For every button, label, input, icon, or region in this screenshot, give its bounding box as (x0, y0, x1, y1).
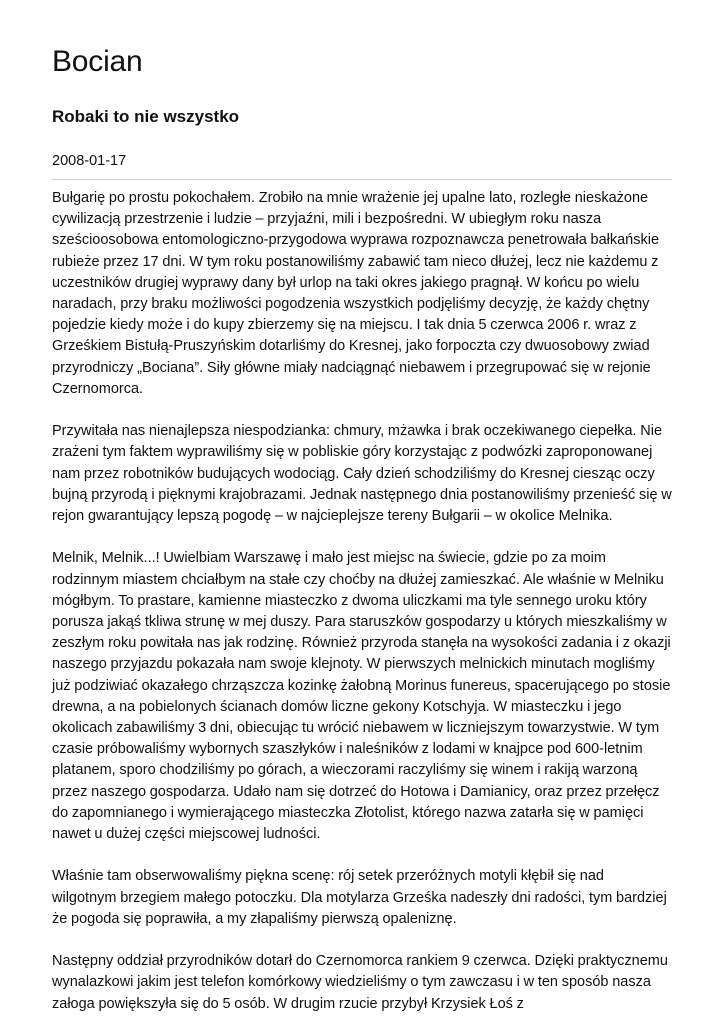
paragraph-5: Następny oddział przyrodników dotarł do Czernomorca rankiem 9 czerwca. Dzięki praktycznemu wynalazkowi jakim jest telefon komórkowy wiedzieliśmy o tym zawczasu i w ten sposób nasza załoga powiększyła się do 5 osób. W drugim rzucie przybył Krzysiek Łoś z (52, 953, 668, 1012)
post-title[interactable]: Robaki to nie wszystko (52, 107, 240, 126)
paragraph-4: Właśnie tam obserwowaliśmy piękna scenę: rój setek przeróżnych motyli kłębił się nad wilgotnym brzegiem małego potoczku. Dla motylarza Grześka nadeszły dni radości, tym bardziej że pogoda się poprawiła, a my złapaliśmy pierwszą opaleniznę. (52, 868, 667, 927)
paragraph-3: Melnik, Melnik...! Uwielbiam Warszawę i mało jest miejsc na świecie, gdzie po za moim rodzinnym miastem chciałbym na stałe czy choćby na dłużej zamieszkać. Ale właśnie w Melniku mógłbym. To prastare, kamienne miasteczko z dwoma uliczkami ma tyle sennego uroku który porusza jakąś tkliwa strunę w mej duszy. Para staruszków gospodarzy u których mieszkaliśmy w zeszłym roku powitała nas jak rodzinę. Również przyroda stanęła na wysokości zadania i z okazji naszego przyjazdu pokazała nam swoje klejnoty. W pierwszych melnickich minutach mogliśmy już podziwiać okazałego chrząszcza kozinkę żałobną Morinus funereus, spacerującego po stosie drewna, a na pobielonych ścianach domów liczne gekony Kotschyja. W miasteczku i jego okolicach zabawiliśmy 3 dni, obiecując tu wrócić niebawem w liczniejszym towarzystwie. W tym czasie próbowaliśmy wybornych szaszłyków i naleśników z lodami w knajpce pod 600-letnim platanem, sporo chodziliśmy po górach, a wieczorami raczyliśmy się winem i rakiją warzoną przez naszego gospodarza. Udało nam się dotrzeć do Hotowa i Damianicy, oraz przez przełęcz do zapomnianego i wymierającego miasteczka Złotolist, którego nazwa zatarła się w pamięci nawet u dużej części miejscowej ludności. (52, 550, 671, 843)
page (52, 40, 672, 1036)
post-content (52, 188, 672, 1015)
paragraph-2: Przywitała nas nienajlepsza niespodzianka: chmury, mżawka i brak oczekiwanego ciepełka. Nie zrażeni tym faktem wyprawiliśmy się w pobliskie góry korzystając z podwózki zaproponowanej nam przez robotników budujących wodociąg. Cały dzień schodziliśmy do Kresnej ciesząc oczy bujną przyrodą i pięknymi krajobrazami. Jednak następnego dnia postanowiliśmy przenieść się w rejon gwarantujący lepszą pogodę – w najcieplejsze tereny Bułgarii – w okolice Melnika. (52, 423, 672, 525)
paragraph-1: Bułgarię po prostu pokochałem. Zrobiło na mnie wrażenie jej upalne lato, rozległe nieskażone cywilizacją przestrzenie i ludzie – przyjaźni, mili i bezpośredni. W ubiegłym roku nasza sześcioosobowa entomologiczno-przygodowa wyprawa rozpoznawcza penetrowała bałkańskie rubieże przez 17 dni. W tym roku postanowiliśmy zabawić tam nieco dłużej, lecz nie każdemu z uczestników drugiej wyprawy dany był urlop na taki okres jakiego pragnął. W końcu po wielu naradach, przy braku możliwości pogodzenia wszystkich podjęliśmy decyzję, że każdy chętny pojedzie kiedy może i do kupy zbierzemy się na miejscu. I tak dnia 5 czerwca 2006 r. wraz z Grześkiem Bistułą-Pruszyńskim dotarliśmy do Kresnej, jako forpoczta czy dwuosobowy zwiad przyrodniczy „Bociana”. Siły główne miały nadciągnąć niebawem i przegrupować się w rejonie Czernomorca. (52, 190, 660, 397)
divider (52, 179, 672, 180)
site-title[interactable]: Bocian (52, 45, 143, 78)
post-date: 2008-01-17 (52, 153, 127, 169)
